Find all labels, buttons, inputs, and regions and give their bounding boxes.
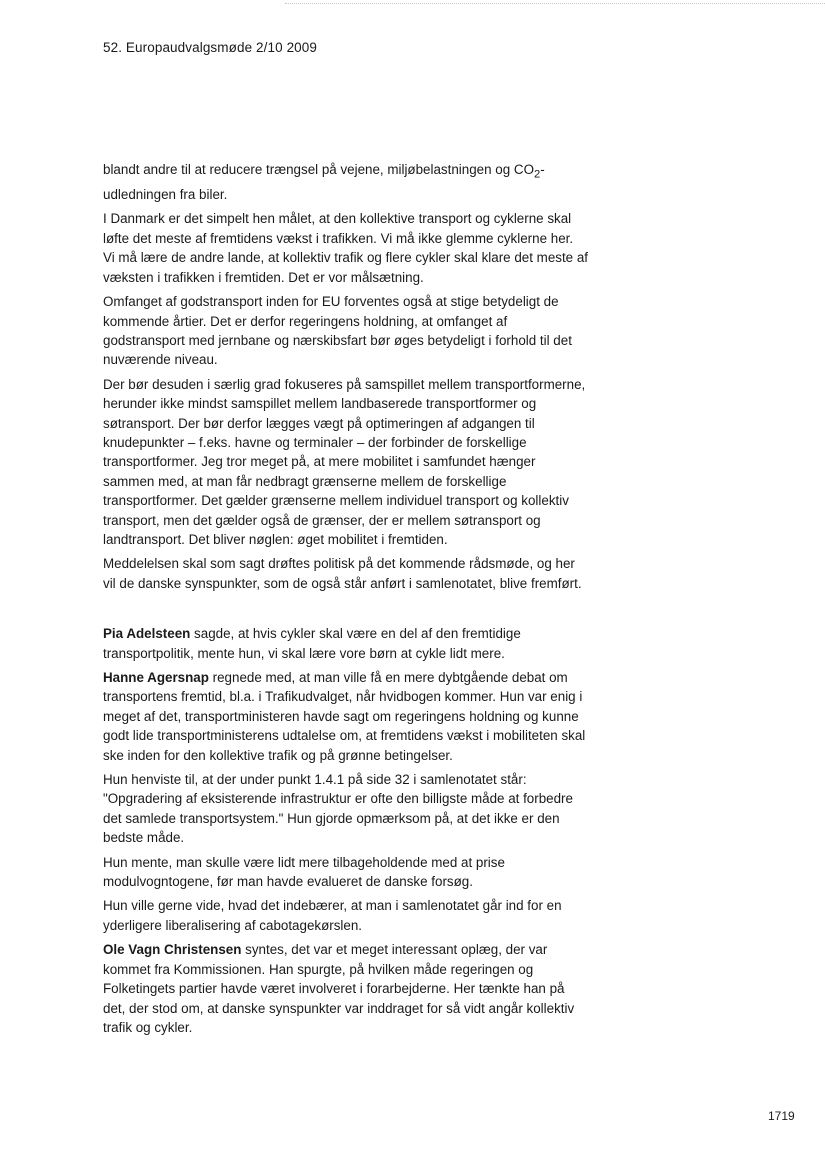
paragraph: blandt andre til at reducere trængsel på vejene, miljøbelastningen og $CO_2$-udledningen fra biler. [103,162,545,203]
speaker-name: Hanne Agersnap [103,670,209,686]
speaker-paragraph: Pia Adelsteen sagde, at hvis cykler skal være en del af den fremtidige transportpolitik, mente hun, vi skal lære vore børn at cykle lidt mere. [103,626,521,661]
paragraph: Omfanget af godstransport inden for EU forventes også at stige betydeligt de kommende årtier. Det er derfor regeringens holdning, at omfanget af godstransport med jernbane og nærskibsfart bør øges betydeligt i forhold til det nuværende niveau. [103,294,572,368]
speaker-name: Ole Vagn Christensen [103,942,242,958]
section-gap [103,598,588,624]
paragraph: Hun henviste til, at der under punkt 1.4.1 på side 32 i samlenotatet står: "Opgradering af eksisterende infrastruktur er ofte den billigste måde at forbedre det samlede transportsystem." Hun gjorde opmærksom på, at det ikke er den bedste måde. [103,772,573,846]
page-number: 1719 [768,1109,795,1123]
paragraph: Der bør desuden i særlig grad fokuseres på samspillet mellem transportformerne, herunder ikke mindst samspillet mellem landbaserede transportformer og søtransport. Der bør derfor lægges vægt på optimeringen af adgangen til knudepunkter – f.eks. havne og terminaler – der forbinder de forskellige transportformer. Jeg tror meget på, at mere mobilitet i samfundet hænger sammen med, at man får nedbragt grænserne mellem de forskellige transportformer. Det gælder grænserne mellem individuel transport og kollektiv transport, men det gælder også de grænser, der er mellem søtransport og landtransport. Det bliver nøglen: øget mobilitet i fremtiden. [103,376,586,547]
document-body [103,160,588,1042]
speaker-paragraph: Ole Vagn Christensen syntes, det var et meget interessant oplæg, der var kommet fra Kommissionen. Han spurgte, på hvilken måde regeringen og Folketingets partier havde været involveret i forarbejderne. Her tænkte han på det, der stod om, at danske synspunkter var inddraget for så vidt angår kollektiv trafik og cykler. [103,942,575,1035]
paragraph: Hun ville gerne vide, hvad det indebærer, at man i samlenotatet går ind for en yderligere liberalisering af cabotagekørslen. [103,898,562,933]
scan-edge-line [285,3,825,4]
page-header: 52. Europaudvalgsmøde 2/10 2009 [103,40,317,55]
paragraph: I Danmark er det simpelt hen målet, at den kollektive transport og cyklerne skal løfte det meste af fremtidens vækst i trafikken. Vi må ikke glemme cyklerne her. Vi må lære de andre lande, at kollektiv trafik og flere cykler skal klare det meste af væksten i trafikken i fremtiden. Det er vor målsætning. [103,211,589,285]
speaker-name: Pia Adelsteen [103,626,191,642]
paragraph: Meddelelsen skal som sagt drøftes politisk på det kommende rådsmøde, og her vil de danske synspunkter, som de også står anført i samlenotatet, blive fremført. [103,556,582,591]
speaker-paragraph: Hanne Agersnap regnede med, at man ville få en mere dybtgående debat om transportens fremtid, bl.a. i Trafikudvalget, når hvidbogen kommer. Hun var enig i meget af det, transportministeren havde sagt om regeringens holdning og kunne godt lide transportministerens udtalelse om, at fremtidens vækst i mobiliteten skal ske inden for den kollektive trafik og på grønne betingelser. [103,670,586,763]
paragraph: Hun mente, man skulle være lidt mere tilbageholdende med at prise modulvogntogene, før man havde evalueret de danske forsøg. [103,854,505,890]
